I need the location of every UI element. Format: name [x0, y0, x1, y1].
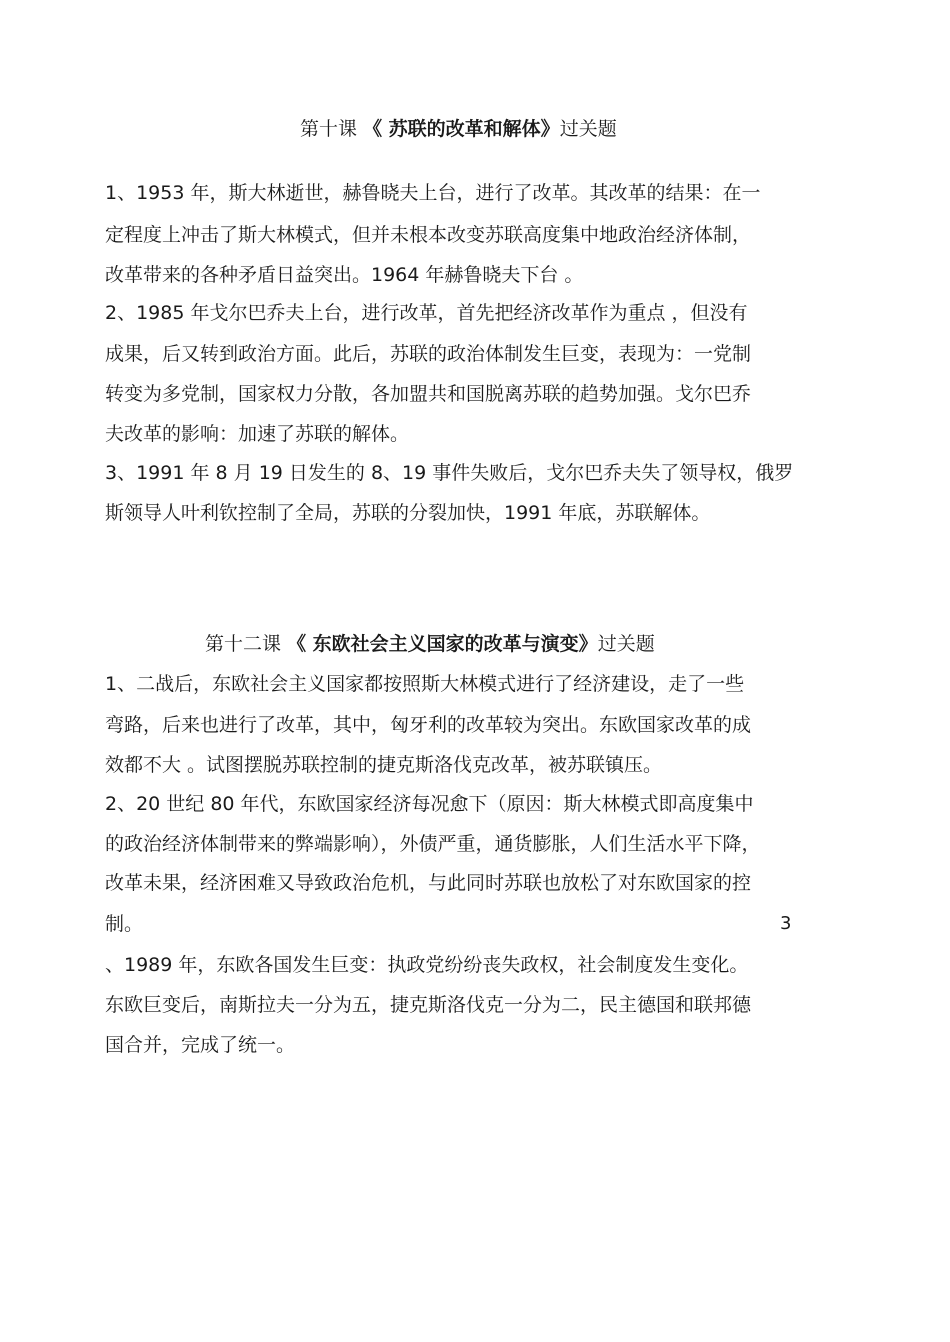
section2-title-prefix: 第十二课	[205, 633, 282, 655]
section1-title-suffix: 过关题	[559, 118, 617, 140]
section2-line: 制。	[105, 913, 144, 935]
section2-title-main: 《 东欧社会主义国家的改革与演变》	[287, 633, 598, 655]
section1-line: 2、1985 年戈尔巴乔夫上台，进行改革，首先把经济改革作为重点 ，但没有	[105, 302, 748, 324]
section2-line: 改革未果，经济困难又导致政治危机，与此同时苏联也放松了对东欧国家的控	[105, 872, 752, 894]
section2-line: 东欧巨变后，南斯拉夫一分为五，捷克斯洛伐克一分为二，民主德国和联邦德	[105, 994, 752, 1016]
section1-line: 转变为多党制，国家权力分散，各加盟共和国脱离苏联的趋势加强。戈尔巴乔	[105, 383, 752, 405]
section2-line: 国合并，完成了统一。	[105, 1034, 296, 1056]
section2-title	[205, 631, 655, 657]
section1-line: 1、1953 年，斯大林逝世，赫鲁晓夫上台，进行了改革。其改革的结果：在一	[105, 182, 761, 204]
section2-title-suffix: 过关题	[597, 633, 655, 655]
section2-line: 2、20 世纪 80 年代，东欧国家经济每况愈下（原因：斯大林模式即高度集中	[105, 793, 754, 815]
floating-number: 3	[780, 913, 792, 934]
section2-line: 效都不大 。试图摆脱苏联控制的捷克斯洛伐克改革，被苏联镇压。	[105, 754, 663, 776]
section2-line: 1、二战后，东欧社会主义国家都按照斯大林模式进行了经济建设，走了一些	[105, 673, 745, 695]
section1-line: 改革带来的各种矛盾日益突出。1964 年赫鲁晓夫下台 。	[105, 264, 584, 286]
section1-line: 成果，后又转到政治方面。此后，苏联的政治体制发生巨变，表现为：一党制	[105, 343, 752, 365]
section1-title	[300, 116, 617, 142]
section2-line: 、1989 年，东欧各国发生巨变：执政党纷纷丧失政权，社会制度发生变化。	[105, 954, 749, 976]
section1-line: 定程度上冲击了斯大林模式，但并未根本改变苏联高度集中地政治经济体制，	[105, 224, 752, 246]
section1-line: 夫改革的影响：加速了苏联的解体。	[105, 423, 410, 445]
section1-line: 斯领导人叶利钦控制了全局，苏联的分裂加快，1991 年底，苏联解体。	[105, 502, 711, 524]
section2-line: 弯路，后来也进行了改革，其中，匈牙利的改革较为突出。东欧国家改革的成	[105, 714, 752, 736]
section1-line: 3、1991 年 8 月 19 日发生的 8、19 事件失败后，戈尔巴乔夫失了领导权，俄罗	[105, 462, 794, 484]
section2-line: 的政治经济体制带来的弊端影响），外债严重，通货膨胀，人们生活水平下降，	[105, 833, 761, 855]
section1-title-main: 《 苏联的改革和解体》	[363, 118, 560, 140]
section1-title-prefix: 第十课	[300, 118, 358, 140]
